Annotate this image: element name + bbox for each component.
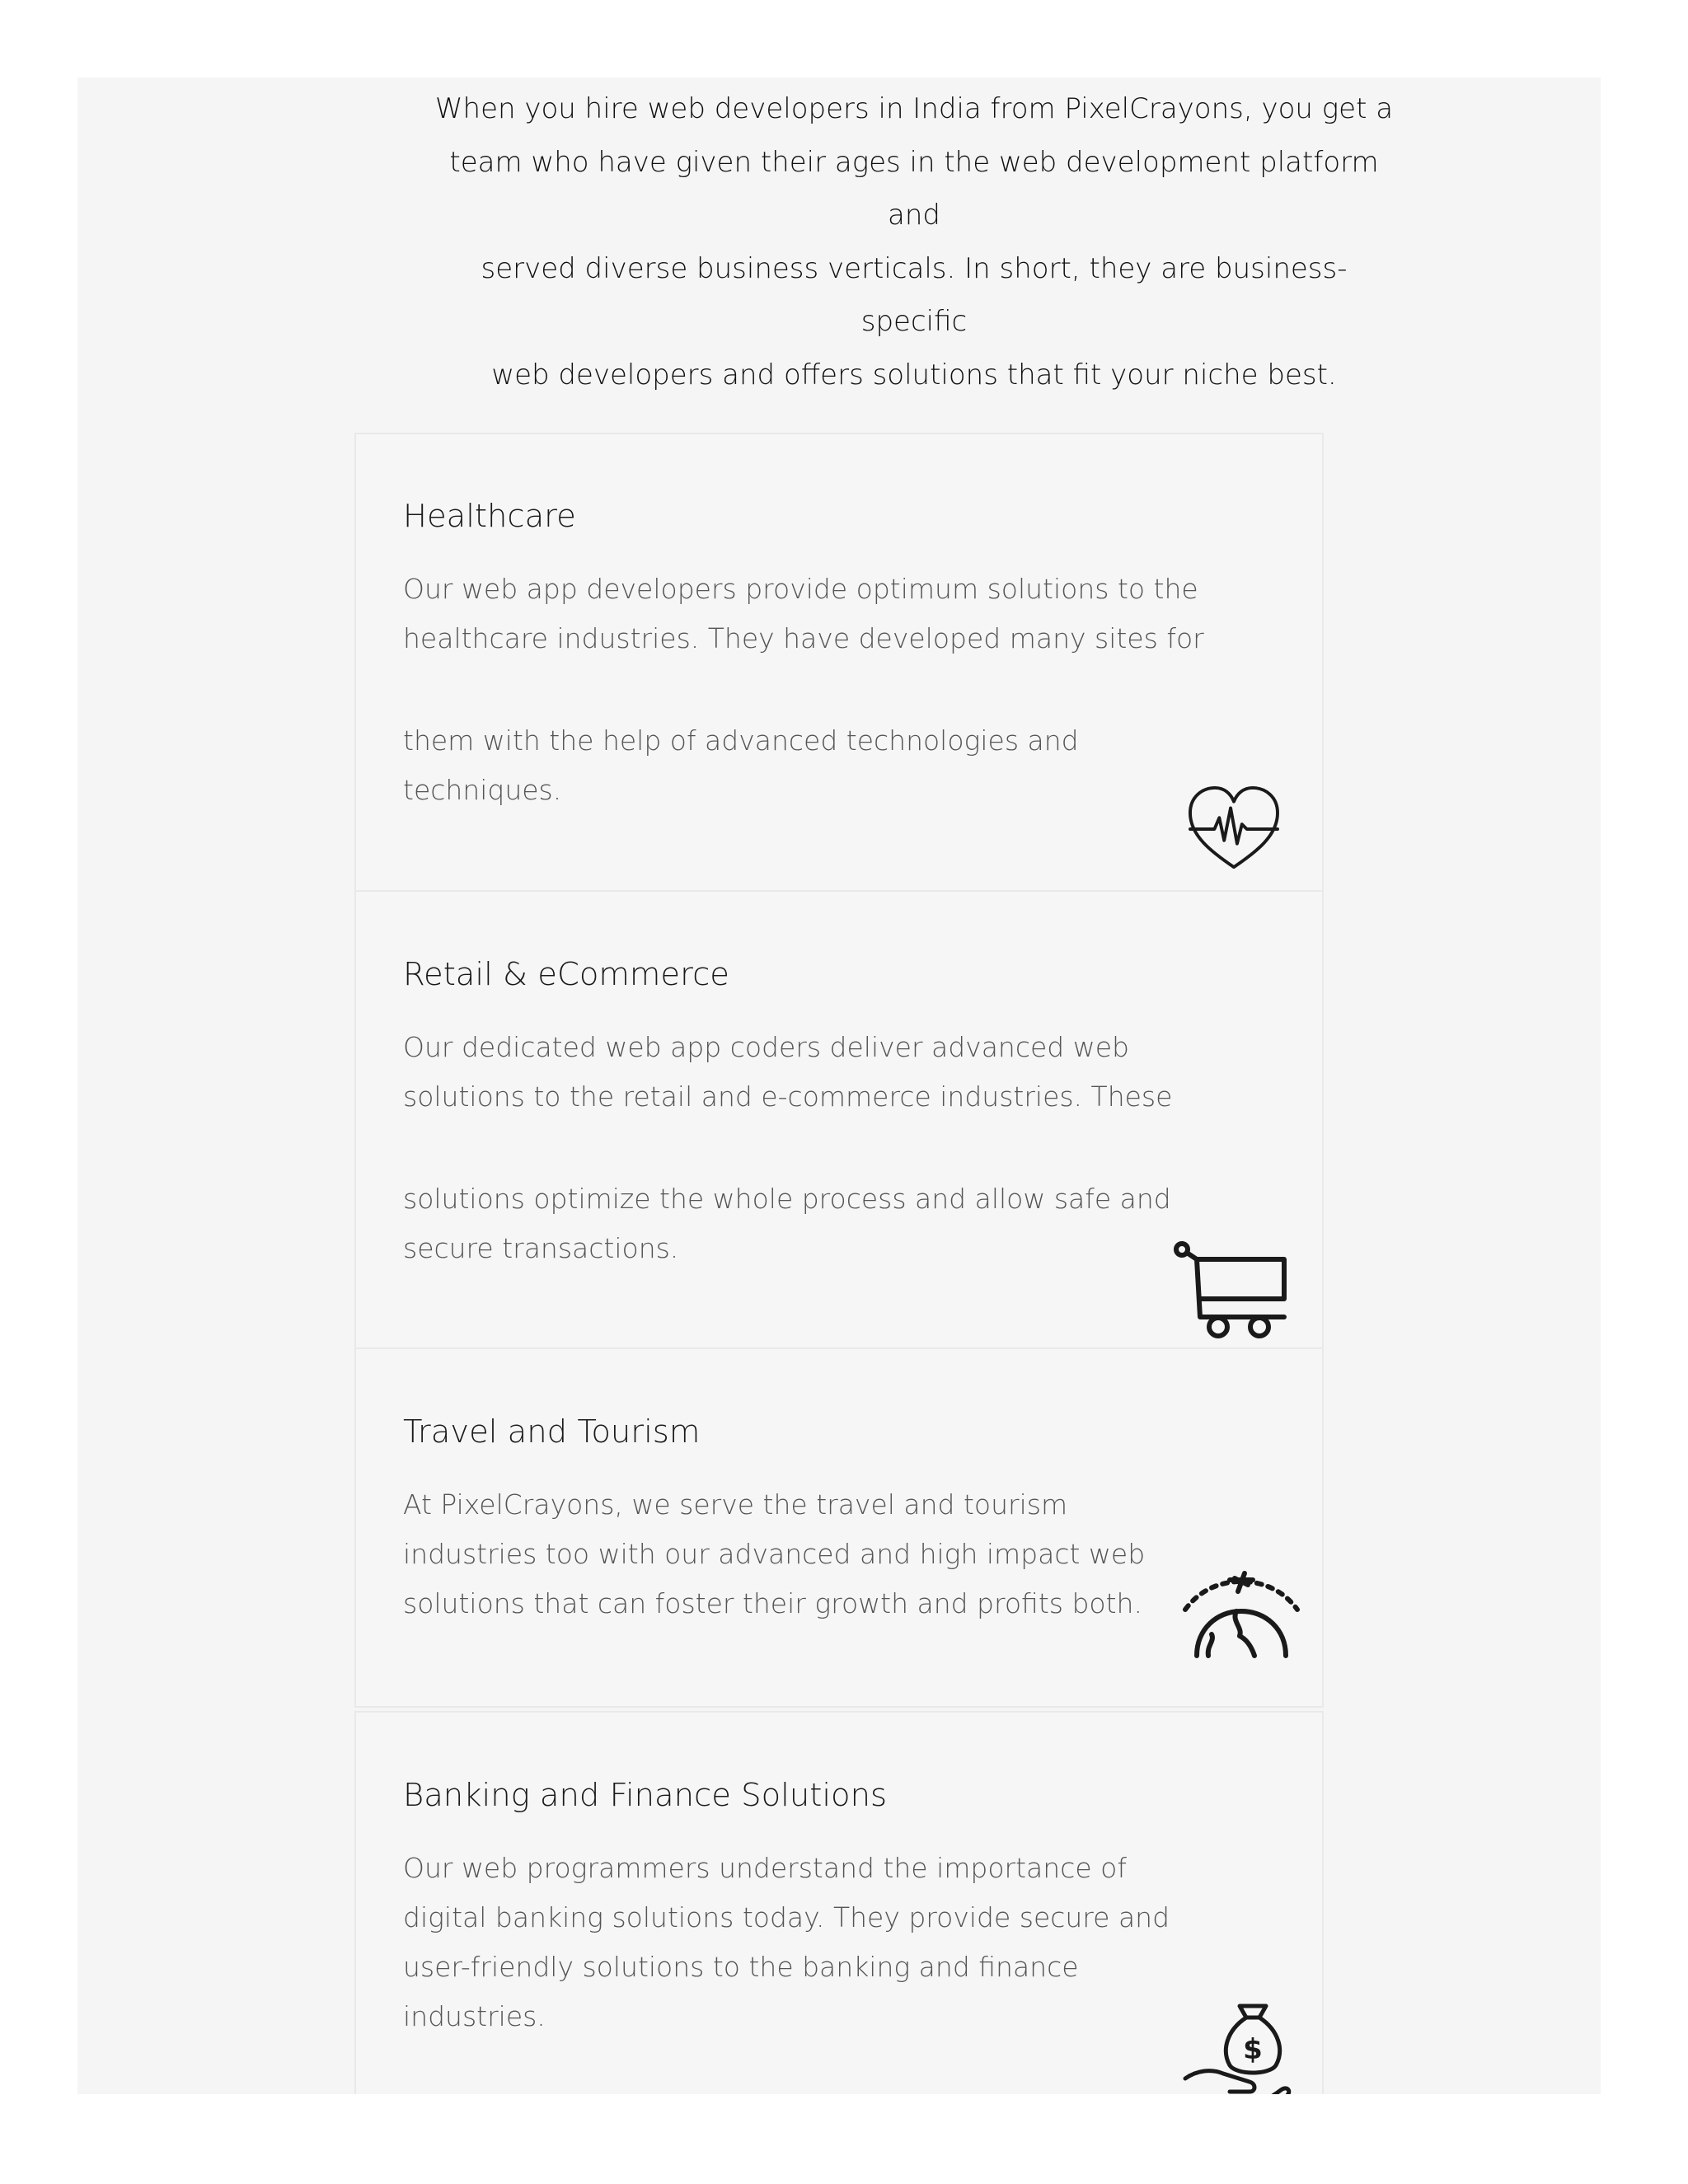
intro-line: team who have given their ages in the web development platform and	[449, 145, 1379, 232]
industry-description-line: digital banking solutions today. They provide secure and	[403, 1901, 1170, 1933]
globe-airplane-icon	[1180, 1570, 1302, 1661]
industry-description-line: At PixelCrayons, we serve the travel and tourism	[403, 1488, 1068, 1521]
industry-card-banking-finance	[354, 1711, 1324, 2094]
industry-card-healthcare	[354, 433, 1324, 892]
industry-description-line: solutions optimize the whole process and allow safe and	[403, 1183, 1171, 1215]
svg-text:$: $	[1243, 2033, 1263, 2066]
intro-line: When you hire web developers in India from PixelCrayons, you get a	[434, 92, 1394, 125]
industry-title: Banking and Finance Solutions	[403, 1777, 888, 1814]
industry-description-line: user-friendly solutions to the banking and finance	[403, 1951, 1079, 1983]
shopping-cart-icon	[1172, 1241, 1291, 1340]
industry-description-line: industries too with our advanced and high impact web	[403, 1538, 1146, 1570]
industry-description-line: industries.	[403, 2000, 546, 2032]
industry-description-line: secure transactions.	[403, 1232, 679, 1264]
industry-title: Retail & eCommerce	[403, 956, 729, 993]
industry-description-line: techniques.	[403, 774, 562, 806]
industry-card-retail-ecommerce	[354, 890, 1324, 1350]
industries-section	[77, 77, 1601, 2094]
industry-description-line: Our web app developers provide optimum solutions to the	[403, 573, 1198, 605]
industry-description-line: them with the help of advanced technologies and	[403, 724, 1079, 757]
industry-title: Travel and Tourism	[403, 1413, 701, 1451]
industry-description-line: solutions to the retail and e-commerce industries. These	[403, 1080, 1173, 1113]
intro-line: served diverse business verticals. In short, they are business-specific	[481, 251, 1348, 338]
industry-title: Healthcare	[403, 498, 576, 535]
industry-description-line: Our web programmers understand the importance of	[403, 1852, 1127, 1884]
industry-description-line: solutions that can foster their growth and profits both.	[403, 1587, 1142, 1619]
intro-line: web developers and offers solutions that fit your niche best.	[491, 358, 1337, 391]
heart-pulse-icon	[1185, 784, 1282, 873]
intro-paragraph	[432, 82, 1396, 401]
money-bag-hand-icon	[1180, 1999, 1296, 2094]
industry-description-line: Our dedicated web app coders deliver advanced web	[403, 1031, 1129, 1063]
industry-card-travel-tourism	[354, 1347, 1324, 1708]
industry-description-line: healthcare industries. They have developed many sites for	[403, 622, 1204, 654]
